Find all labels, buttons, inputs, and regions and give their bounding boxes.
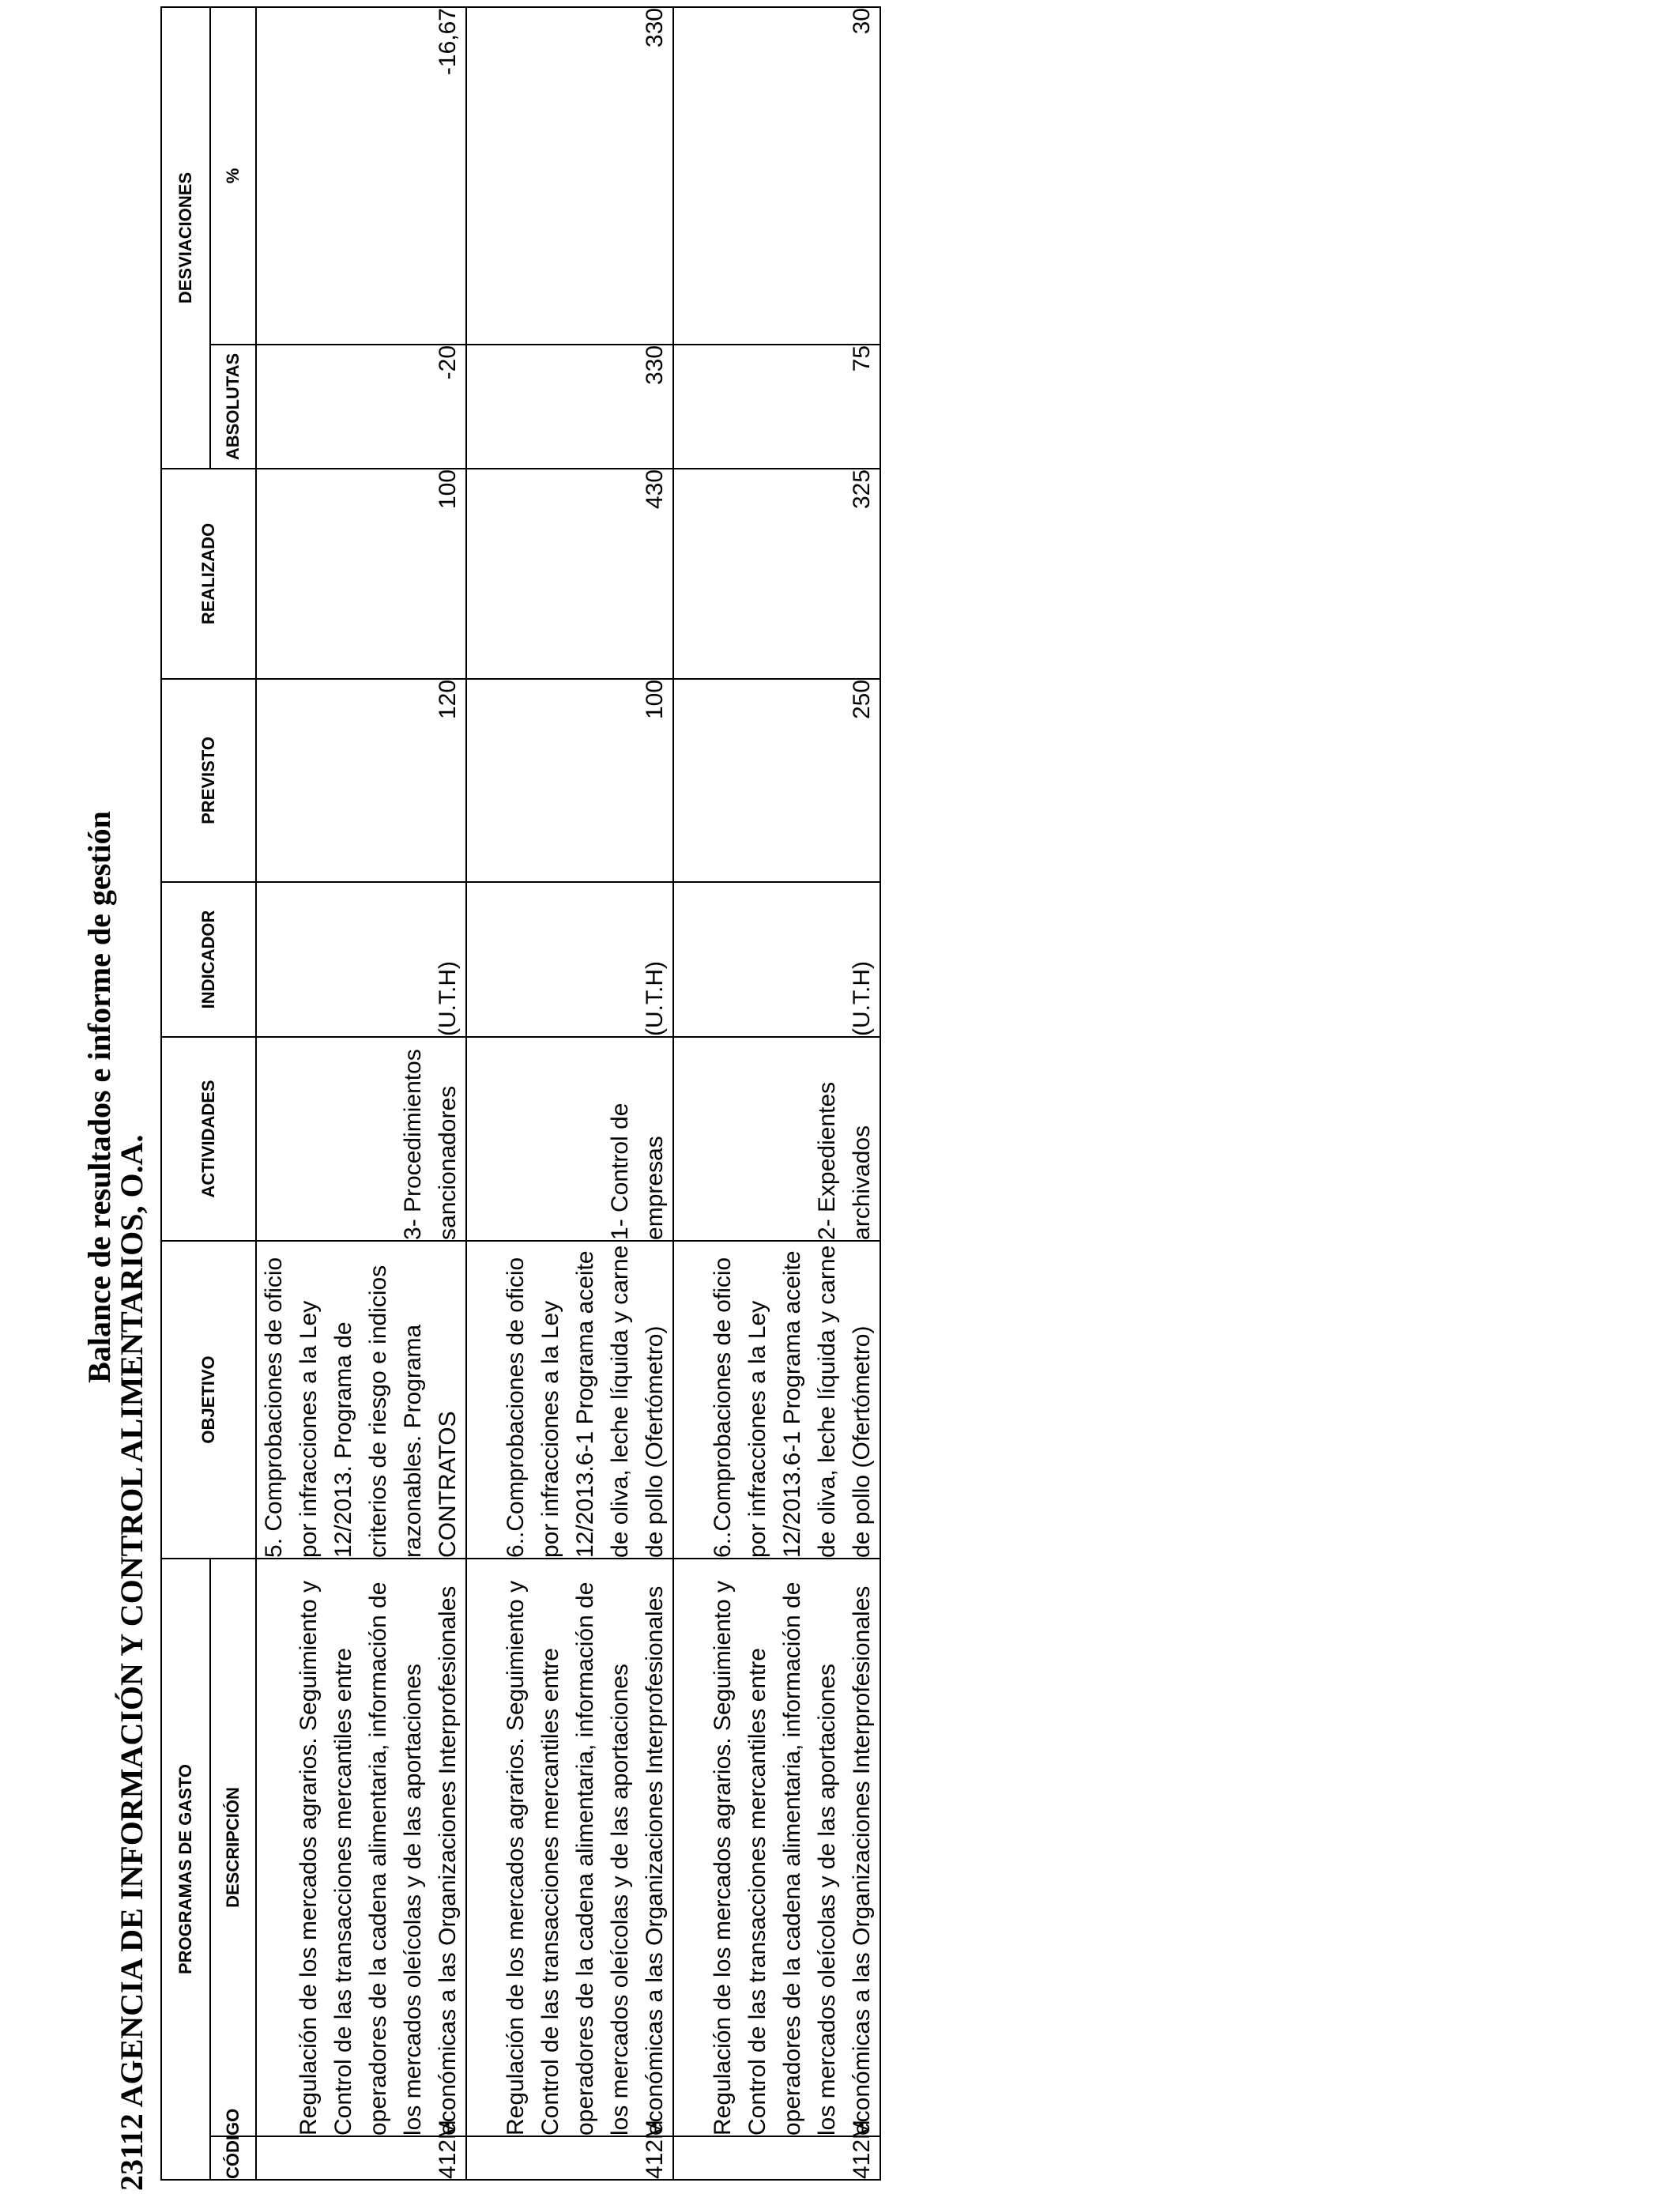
header-porcentaje: % [210, 7, 256, 345]
header-absolutas: ABSOLUTAS [210, 345, 256, 469]
cell-descripcion: Regulación de los mercados agrarios. Seguimiento y Control de las transacciones mercantiles entre operadores de la cadena alimentaria, información de los mercados oleícolas y de las aportaciones económicas a las Organizaciones Interprofesionales [256, 1559, 466, 2136]
header-realizado: REALIZADO [161, 469, 256, 679]
cell-descripcion: Regulación de los mercados agrarios. Seguimiento y Control de las transacciones mercantiles entre operadores de la cadena alimentaria, información de los mercados oleícolas y de las aportaciones económicas a las Organizaciones Interprofesionales [673, 1559, 880, 2136]
header-programas-de-gasto: PROGRAMAS DE GASTO [161, 1559, 210, 2180]
cell-absolutas: 330 [466, 345, 673, 469]
cell-previsto: 120 [256, 679, 466, 882]
cell-codigo: 412M [256, 2136, 466, 2180]
header-codigo: CÓDIGO [210, 2136, 256, 2180]
cell-indicador: (U.T.H) [466, 882, 673, 1037]
table-row [256, 7, 466, 2180]
cell-realizado: 430 [466, 469, 673, 679]
cell-actividades: 3- Procedimientos sancionadores [256, 1037, 466, 1241]
table-row [673, 7, 880, 2180]
table-row [466, 7, 673, 2180]
header-desviaciones: DESVIACIONES [161, 7, 210, 469]
cell-realizado: 325 [673, 469, 880, 679]
page-title: Balance de resultados e informe de gestión [81, 811, 117, 1383]
cell-previsto: 100 [466, 679, 673, 882]
results-table [160, 6, 881, 2181]
cell-objetivo: 6..Comprobaciones de oficio por infracciones a la Ley 12/2013.6-1 Programa aceite de oliva, leche líquida y carne de pollo (Ofertómetro) [673, 1241, 880, 1559]
header-previsto: PREVISTO [161, 679, 256, 882]
cell-absolutas: 75 [673, 345, 880, 469]
cell-porcentaje: -16,67 [256, 7, 466, 345]
cell-codigo: 412M [466, 2136, 673, 2180]
cell-realizado: 100 [256, 469, 466, 679]
cell-previsto: 250 [673, 679, 880, 882]
cell-indicador: (U.T.H) [256, 882, 466, 1037]
header-descripcion: DESCRIPCIÓN [210, 1559, 256, 2136]
header-actividades: ACTIVIDADES [161, 1037, 256, 1241]
cell-actividades: 2- Expedientes archivados [673, 1037, 880, 1241]
cell-codigo: 412M [673, 2136, 880, 2180]
cell-absolutas: -20 [256, 345, 466, 469]
header-indicador: INDICADOR [161, 882, 256, 1037]
cell-objetivo: 6..Comprobaciones de oficio por infracciones a la Ley 12/2013.6-1 Programa aceite de oliva, leche líquida y carne de pollo (Ofertómetro) [466, 1241, 673, 1559]
cell-indicador: (U.T.H) [673, 882, 880, 1037]
cell-porcentaje: 30 [673, 7, 880, 345]
header-objetivo: OBJETIVO [161, 1241, 256, 1559]
cell-actividades: 1- Control de empresas [466, 1037, 673, 1241]
page-subtitle: 23112 AGENCIA DE INFORMACIÓN Y CONTROL ALIMENTARIOS, O.A. [114, 1134, 149, 2191]
cell-objetivo: 5. Comprobaciones de oficio por infracciones a la Ley 12/2013. Programa de criterios de riesgo e indicios razonables. Programa CONTRATOS [256, 1241, 466, 1559]
cell-descripcion: Regulación de los mercados agrarios. Seguimiento y Control de las transacciones mercantiles entre operadores de la cadena alimentaria, información de los mercados oleícolas y de las aportaciones económicas a las Organizaciones Interprofesionales [466, 1559, 673, 2136]
cell-porcentaje: 330 [466, 7, 673, 345]
